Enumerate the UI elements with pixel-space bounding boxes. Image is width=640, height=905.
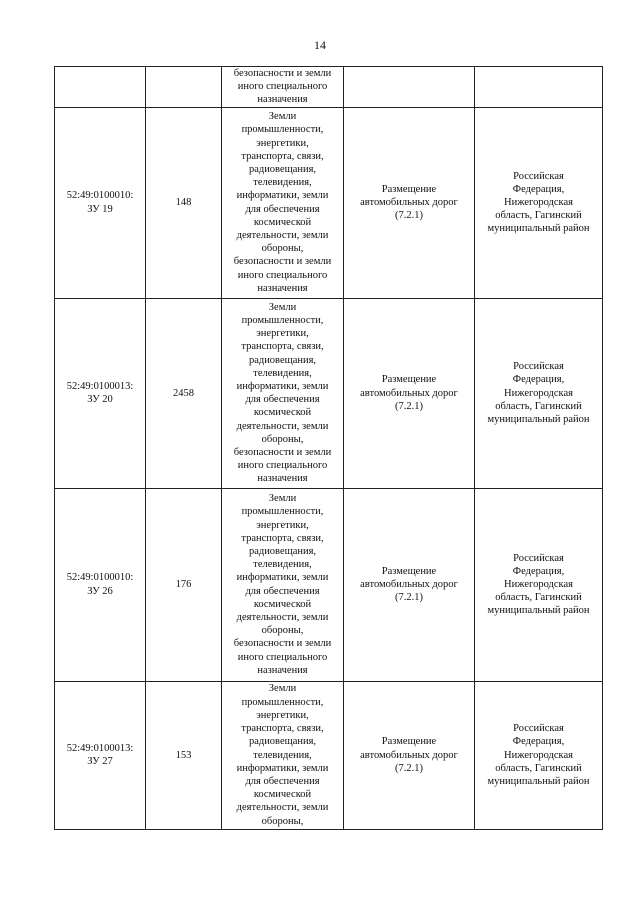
page-number: 14 [314, 38, 326, 52]
land-category-cell: Земли промышленности, энергетики, транспорта, связи, радиовещания, телевидения, информатики, земли для обеспечения космической деятельности, земли обороны, безопасности и земли иного специального назначения [222, 107, 344, 298]
cadastral-number-cell: 52:49:0100013: ЗУ 20 [55, 298, 146, 488]
table-row [55, 298, 603, 488]
area-cell: 148 [146, 107, 222, 298]
area-cell: 153 [146, 681, 222, 829]
land-category-cell: Земли промышленности, энергетики, транспорта, связи, радиовещания, телевидения, информатики, земли для обеспечения космической деятельности, земли обороны, безопасности и земли иного специального назначения [222, 298, 344, 488]
area-cell: 2458 [146, 298, 222, 488]
area-cell [146, 67, 222, 108]
permitted-use-cell: Размещение автомобильных дорог (7.2.1) [344, 488, 475, 681]
location-cell: Российская Федерация, Нижегородская область, Гагинский муниципальный район [475, 681, 603, 829]
table-row [55, 67, 603, 108]
cadastral-number-cell: 52:49:0100010: ЗУ 19 [55, 107, 146, 298]
cadastral-number-cell [55, 67, 146, 108]
permitted-use-cell: Размещение автомобильных дорог (7.2.1) [344, 298, 475, 488]
area-cell: 176 [146, 488, 222, 681]
location-cell: Российская Федерация, Нижегородская область, Гагинский муниципальный район [475, 107, 603, 298]
land-category-cell: безопасности и земли иного специального назначения [222, 67, 344, 108]
cadastral-number-cell: 52:49:0100010: ЗУ 26 [55, 488, 146, 681]
land-category-cell: Земли промышленности, энергетики, транспорта, связи, радиовещания, телевидения, информатики, земли для обеспечения космической деятельности, земли обороны, безопасности и земли иного специального назначения [222, 488, 344, 681]
table-row [55, 488, 603, 681]
table-row [55, 681, 603, 829]
permitted-use-cell: Размещение автомобильных дорог (7.2.1) [344, 681, 475, 829]
location-cell: Российская Федерация, Нижегородская область, Гагинский муниципальный район [475, 488, 603, 681]
land-plots-table [54, 66, 603, 830]
permitted-use-cell [344, 67, 475, 108]
location-cell [475, 67, 603, 108]
cadastral-number-cell: 52:49:0100013: ЗУ 27 [55, 681, 146, 829]
land-category-cell: Земли промышленности, энергетики, транспорта, связи, радиовещания, телевидения, информатики, земли для обеспечения космической деятельности, земли обороны, [222, 681, 344, 829]
table-row [55, 107, 603, 298]
location-cell: Российская Федерация, Нижегородская область, Гагинский муниципальный район [475, 298, 603, 488]
permitted-use-cell: Размещение автомобильных дорог (7.2.1) [344, 107, 475, 298]
